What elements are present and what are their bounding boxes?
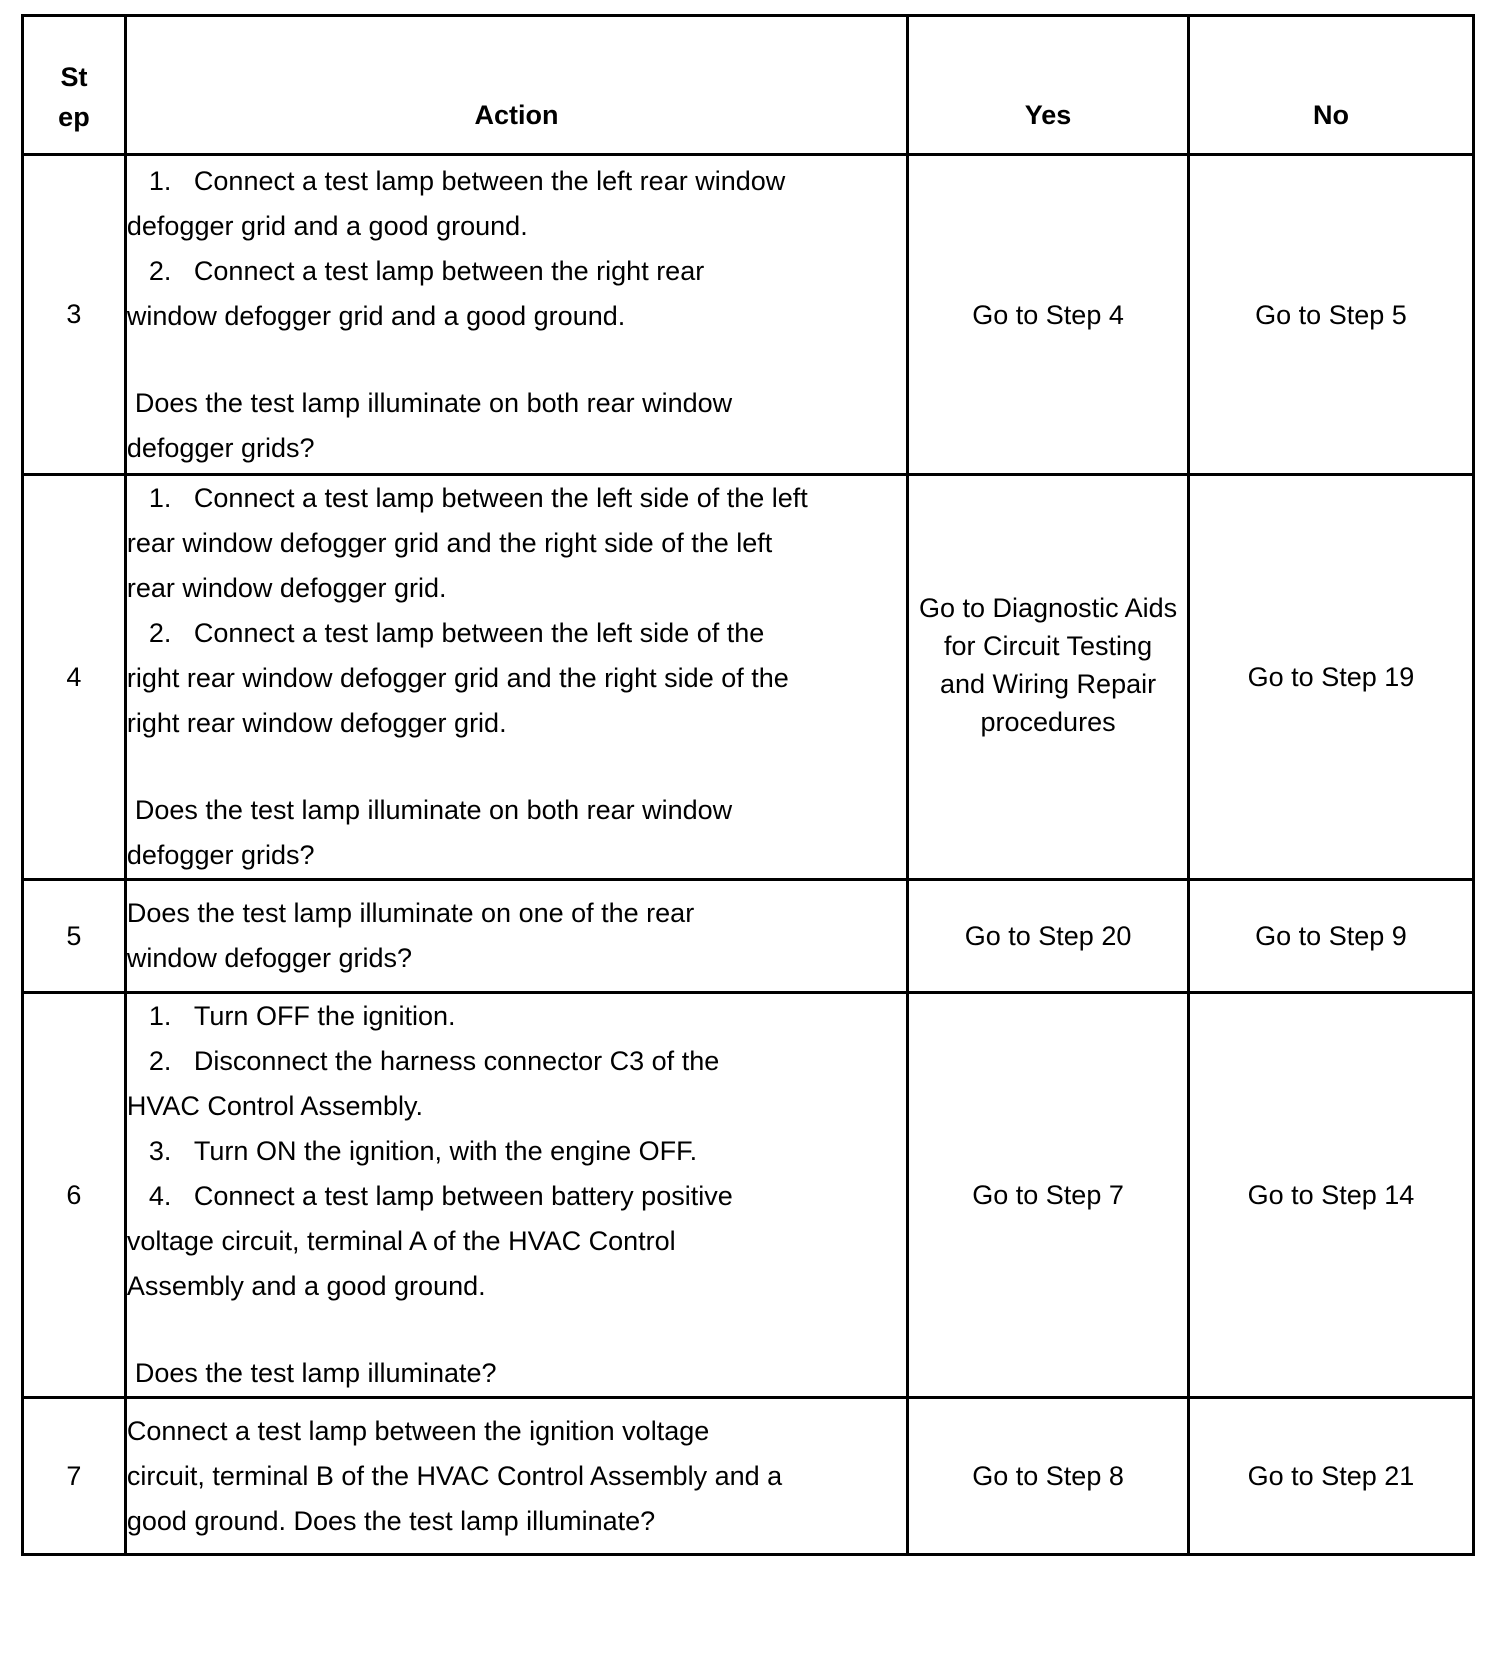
yes-cell: Go to Step 7 [908,993,1189,1398]
yes-cell: Go to Diagnostic Aids for Circuit Testing and Wiring Repair procedures [908,475,1189,880]
header-yes: Yes [908,16,1189,155]
no-cell: Go to Step 19 [1188,475,1473,880]
no-cell: Go to Step 21 [1188,1398,1473,1555]
header-row [23,16,1474,155]
no-cell: Go to Step 5 [1188,155,1473,475]
table-row [23,880,1474,993]
table-row [23,1398,1474,1555]
action-cell: Connect a test lamp between the ignition voltage circuit, terminal B of the HVAC Control Assembly and a good ground. Does the test lamp illuminate? [125,1398,907,1555]
action-cell: 1. Connect a test lamp between the left side of the left rear window defogger grid and the right side of the left rear window defogger grid. 2. Connect a test lamp between the left side of the right rear window defogger grid and the right side of the right rear window defogger grid. Does the test lamp illuminate on both rear window defogger grids? [125,475,907,880]
action-cell: 1. Turn OFF the ignition. 2. Disconnect the harness connector C3 of the HVAC Control Assembly. 3. Turn ON the ignition, with the engine OFF. 4. Connect a test lamp between battery positive voltage circuit, terminal A of the HVAC Control Assembly and a good ground. Does the test lamp illuminate? [125,993,907,1398]
step-number: 5 [23,880,126,993]
header-action: Action [125,16,907,155]
table-row [23,993,1474,1398]
step-number: 3 [23,155,126,475]
yes-cell: Go to Step 20 [908,880,1189,993]
action-cell: 1. Connect a test lamp between the left rear window defogger grid and a good ground. 2. Connect a test lamp between the right rear window defogger grid and a good ground. Does the test lamp illuminate on both rear window defogger grids? [125,155,907,475]
yes-cell: Go to Step 4 [908,155,1189,475]
header-no: No [1188,16,1473,155]
no-cell: Go to Step 9 [1188,880,1473,993]
table-row [23,475,1474,880]
step-number: 6 [23,993,126,1398]
table-row [23,155,1474,475]
action-cell: Does the test lamp illuminate on one of the rear window defogger grids? [125,880,907,993]
step-number: 4 [23,475,126,880]
diagnostic-table [21,14,1475,1556]
yes-cell: Go to Step 8 [908,1398,1189,1555]
no-cell: Go to Step 14 [1188,993,1473,1398]
header-step: St ep [23,16,126,155]
step-number: 7 [23,1398,126,1555]
